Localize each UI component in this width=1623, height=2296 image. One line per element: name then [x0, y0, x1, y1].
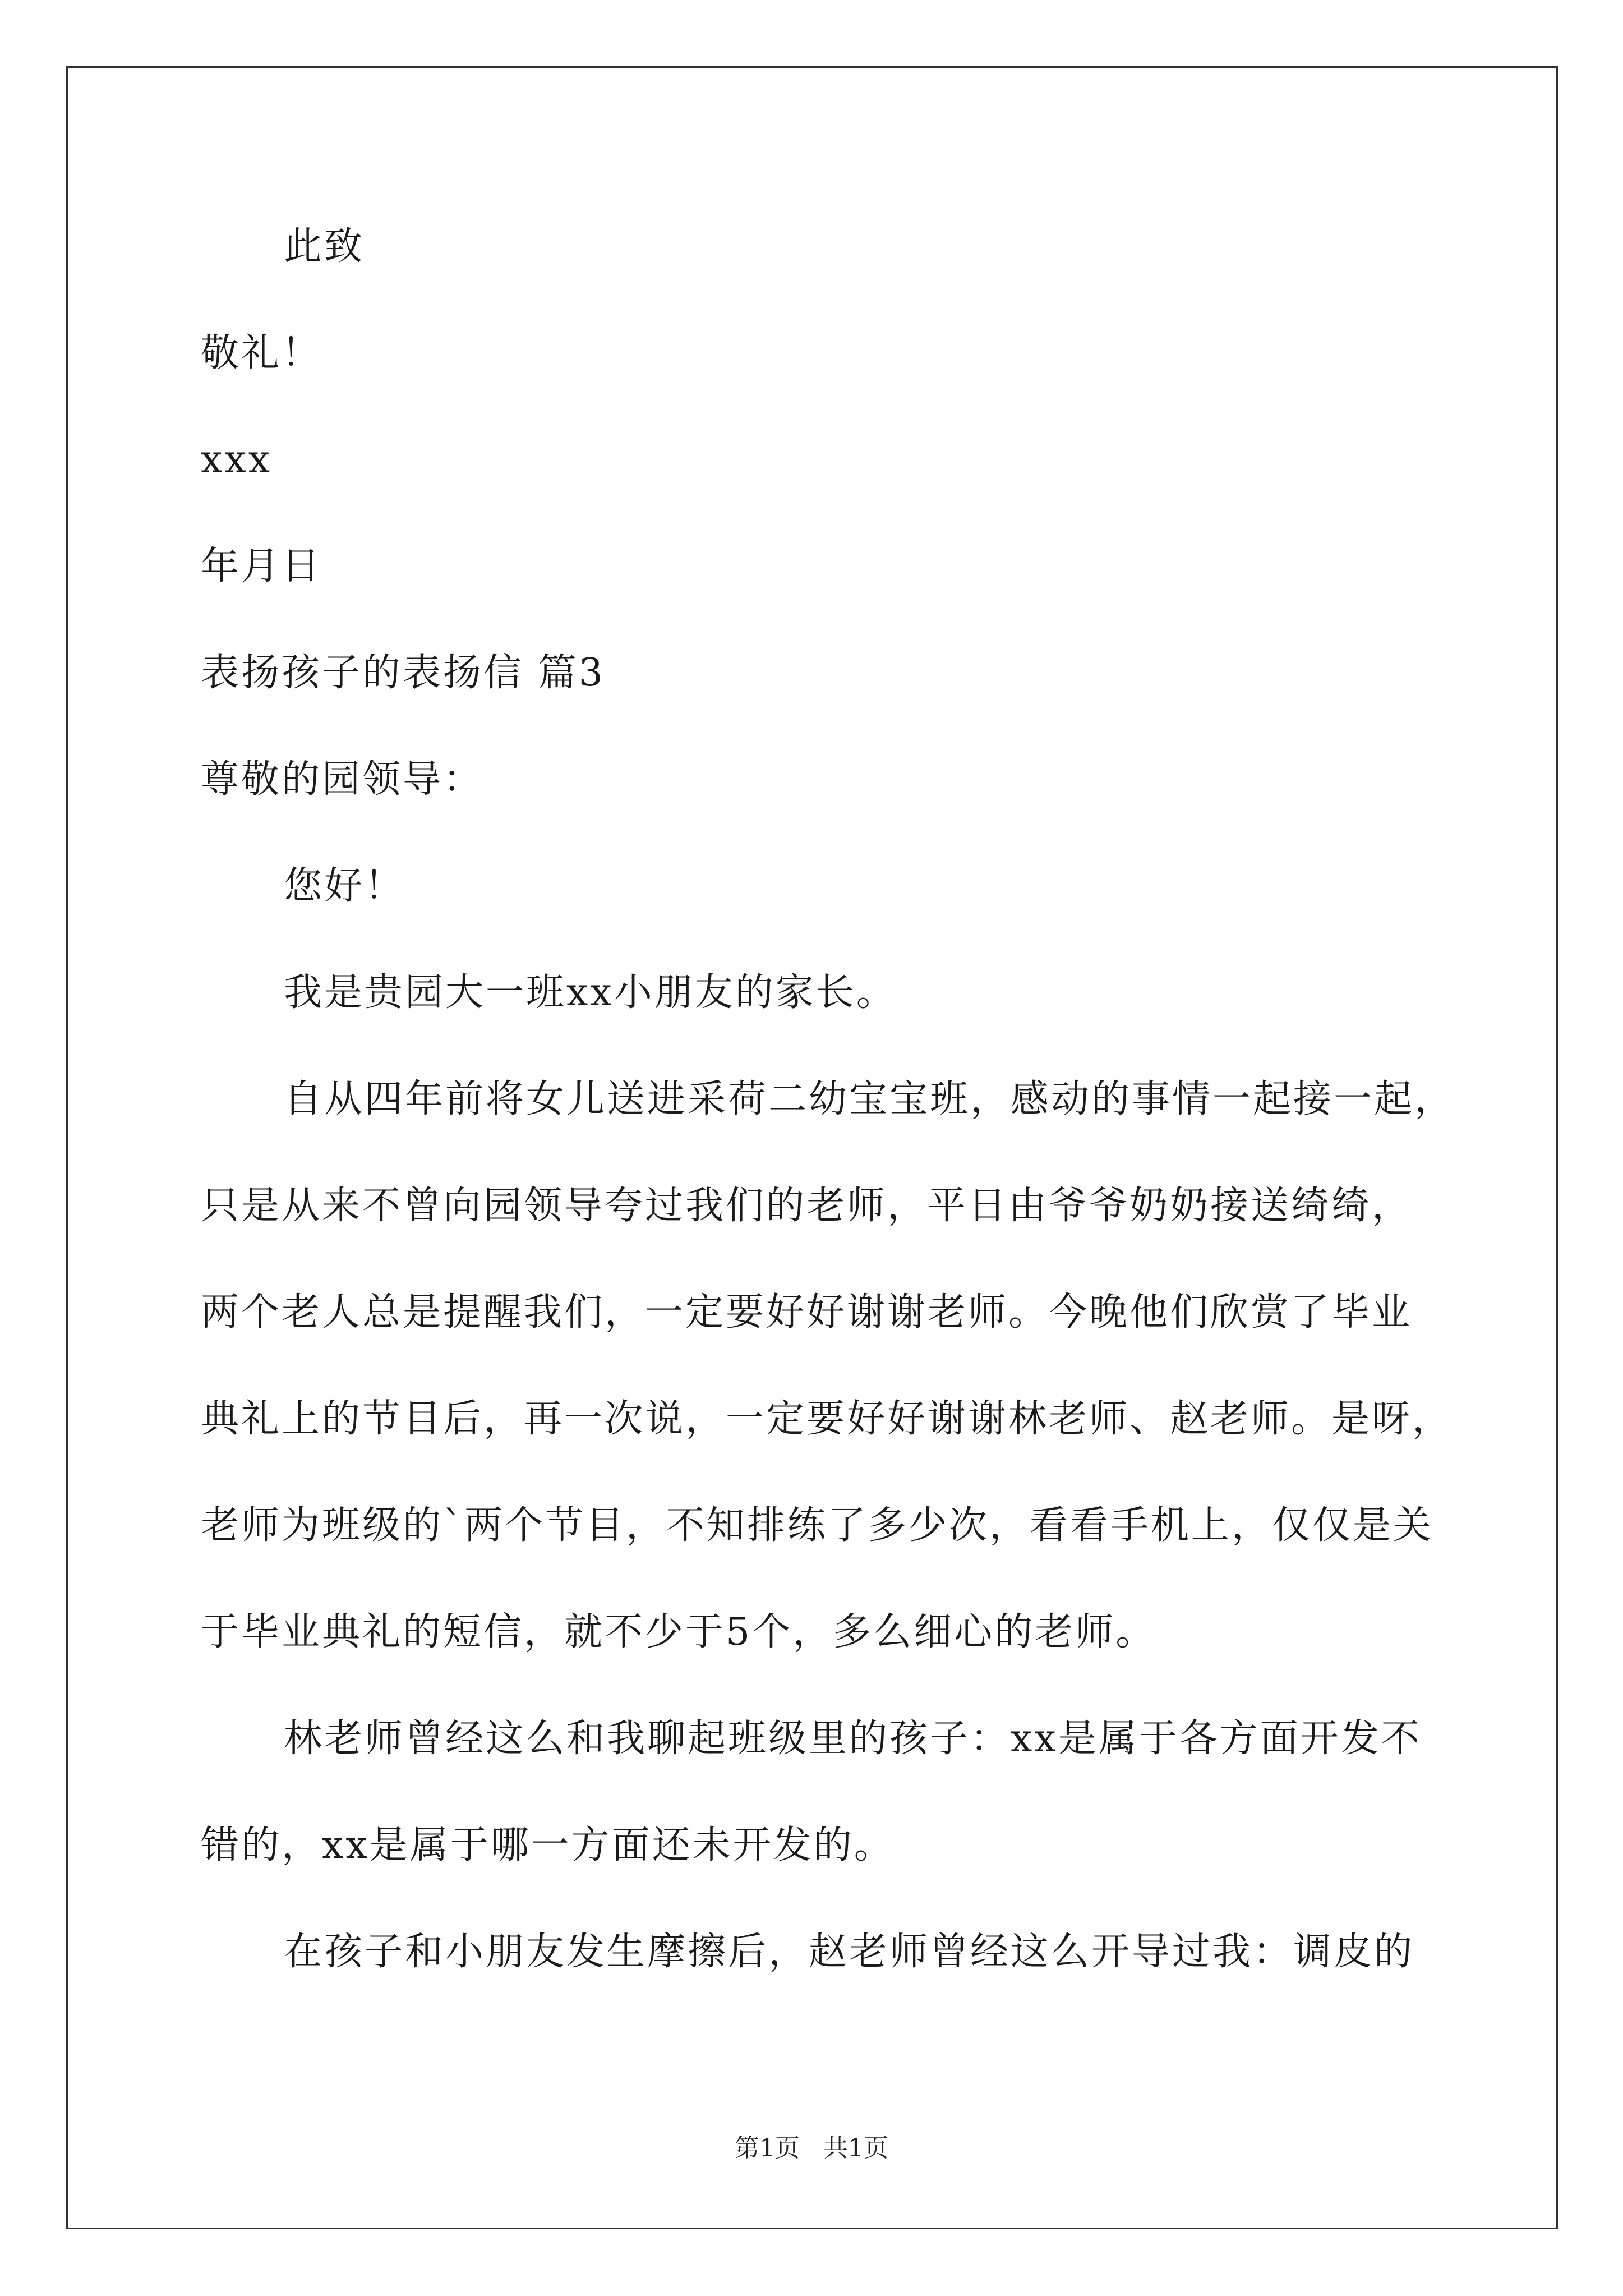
paragraph-line: 只是从来不曾向园领导夸过我们的老师，平日由爷爷奶奶接送绮绮，: [201, 1184, 1413, 1228]
page-footer: [0, 2133, 1623, 2164]
closing-phrase: 此致: [284, 224, 365, 269]
page-total: 共1页: [823, 2134, 888, 2162]
paragraph-line: 我是贵园大一班xx小朋友的家长。: [284, 970, 897, 1015]
paragraph-line: 于毕业典礼的短信，就不少于5个，多么细心的老师。: [201, 1610, 1156, 1654]
section-title: 表扬孩子的表扬信 篇3: [201, 651, 605, 695]
paragraph-line: 在孩子和小朋友发生摩擦后，赵老师曾经这么开导过我：调皮的: [284, 1930, 1415, 1974]
addressee: 尊敬的园领导：: [201, 757, 484, 802]
paragraph-line: 两个老人总是提醒我们，一定要好好谢谢老师。今晚他们欣赏了毕业: [201, 1290, 1413, 1335]
paragraph-line: 老师为班级的`两个节目，不知排练了多少次，看看手机上，仅仅是关: [201, 1503, 1434, 1548]
paragraph-line: 林老师曾经这么和我聊起班级里的孩子：xx是属于各方面开发不: [284, 1717, 1422, 1761]
salutation: 敬礼！: [201, 331, 322, 375]
paragraph-line: 自从四年前将女儿送进采荷二幼宝宝班，感动的事情一起接一起，: [284, 1077, 1455, 1121]
page-number: 第1页: [735, 2134, 800, 2162]
paragraph-line: 典礼上的节目后，再一次说，一定要好好谢谢林老师、赵老师。是呀，: [201, 1397, 1453, 1441]
date-line: 年月日: [201, 544, 322, 588]
greeting: 您好！: [284, 864, 405, 908]
paragraph-line: 错的，xx是属于哪一方面还未开发的。: [201, 1823, 895, 1867]
page-border: [66, 66, 1558, 2229]
signature: xxx: [201, 438, 273, 482]
